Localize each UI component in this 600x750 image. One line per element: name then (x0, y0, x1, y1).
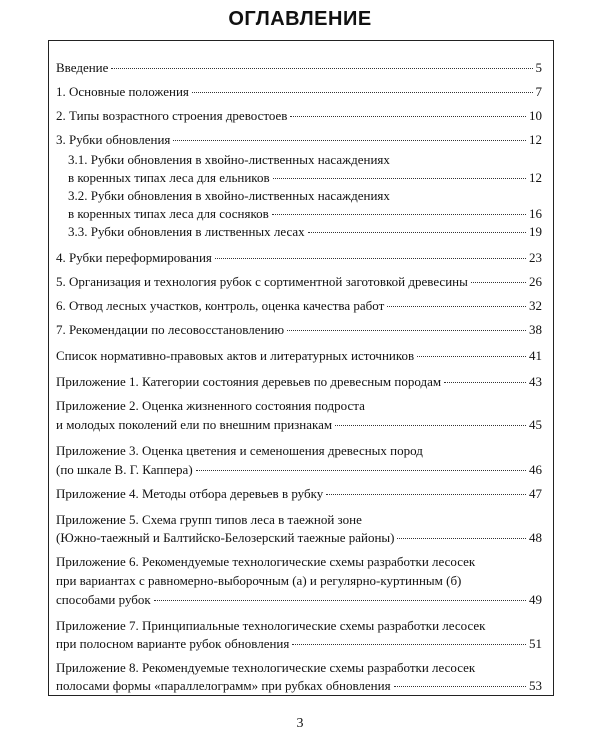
toc-entry-page: 47 (529, 486, 542, 501)
dot-leader (308, 232, 526, 233)
dot-leader (154, 600, 526, 601)
toc-entry-page: 48 (529, 530, 542, 545)
toc-entry (56, 462, 542, 478)
dot-leader (287, 330, 526, 331)
dot-leader (290, 116, 526, 117)
toc-entry (56, 636, 542, 652)
toc-entry-text: Введение (56, 60, 109, 75)
toc-entry (68, 188, 390, 204)
toc-entry-text: в коренных типах леса для ельников (68, 170, 270, 185)
toc-entry (56, 348, 542, 364)
dot-leader (471, 282, 526, 283)
toc-entry (56, 274, 542, 290)
toc-entry-page: 41 (529, 348, 542, 363)
toc-entry-text: 3. Рубки обновления (56, 132, 171, 147)
toc-entry-page: 16 (529, 206, 542, 221)
toc-entry-page: 12 (529, 132, 542, 147)
toc-entry-page: 12 (529, 170, 542, 185)
toc-entry-text: 3.3. Рубки обновления в лиственных лесах (68, 224, 305, 239)
toc-entry-text: 6. Отвод лесных участков, контроль, оценка качества работ (56, 298, 385, 313)
toc-entry (56, 84, 542, 100)
toc-entry-text: 1. Основные положения (56, 84, 189, 99)
toc-entry-text: полосами формы «параллелограмм» при рубках обновления (56, 678, 391, 693)
toc-entry-text: 4. Рубки переформирования (56, 250, 212, 265)
toc-entry-page: 19 (529, 224, 542, 239)
toc-entry (56, 618, 485, 634)
toc-entry-page: 51 (529, 636, 542, 651)
toc-entry (56, 374, 542, 390)
toc-entry (56, 322, 542, 338)
dot-leader (397, 538, 526, 539)
toc-entry-text: Приложение 3. Оценка цветения и семеношения древесных пород (56, 443, 423, 458)
toc-entry (56, 678, 542, 694)
toc-entry-page: 53 (529, 678, 542, 693)
toc-entry-page: 49 (529, 592, 542, 607)
toc-entry (56, 530, 542, 546)
toc-entry-text: способами рубок (56, 592, 151, 607)
toc-entry-text: Приложение 5. Схема групп типов леса в таежной зоне (56, 512, 362, 527)
dot-leader (326, 494, 526, 495)
toc-entry (56, 592, 542, 608)
toc-entry-text: в коренных типах леса для сосняков (68, 206, 269, 221)
toc-entry-text: при вариантах с равномерно-выборочным (а) и регулярно-куртинным (б) (56, 573, 462, 588)
toc-entry-text: Список нормативно-правовых актов и литературных источников (56, 348, 415, 363)
toc-entry-page: 46 (529, 462, 542, 477)
toc-entry-page: 10 (529, 108, 542, 123)
toc-entry-page: 38 (529, 322, 542, 337)
toc-entry (56, 417, 542, 433)
toc-entry (56, 398, 365, 414)
toc-entry (56, 298, 542, 314)
toc-entry (56, 250, 542, 266)
toc-entry (56, 132, 542, 148)
toc-entry-page: 32 (529, 298, 542, 313)
toc-entry-text: и молодых поколений ели по внешним признакам (56, 417, 333, 432)
dot-leader (444, 382, 526, 383)
toc-entry (56, 512, 362, 528)
dot-leader (394, 686, 526, 687)
toc-entry-page: 5 (535, 60, 542, 75)
dot-leader (273, 178, 526, 179)
dot-leader (417, 356, 526, 357)
toc-entry-text: 7. Рекомендации по лесовосстановлению (56, 322, 285, 337)
toc-entry-text: Приложение 7. Принципиальные технологические схемы разработки лесосек (56, 618, 486, 633)
toc-entry-text: (по шкале В. Г. Каппера) (56, 462, 193, 477)
toc-entry-page: 26 (529, 274, 542, 289)
toc-entry (56, 443, 423, 459)
toc-title: ОГЛАВЛЕНИЕ (228, 8, 372, 30)
toc-entry-text: Приложение 8. Рекомендуемые технологические схемы разработки лесосек (56, 660, 476, 675)
toc-entry-page: 45 (529, 417, 542, 432)
toc-entry (56, 660, 475, 676)
dot-leader (272, 214, 526, 215)
dot-leader (192, 92, 533, 93)
toc-entry-page: 43 (529, 374, 542, 389)
page-number: 3 (296, 716, 304, 731)
toc-entry (68, 170, 542, 186)
toc-entry-text: Приложение 2. Оценка жизненного состояния подроста (56, 398, 365, 413)
toc-entry-text: Приложение 1. Категории состояния деревьев по древесным породам (56, 374, 442, 389)
toc-entry-page: 7 (535, 84, 542, 99)
dot-leader (215, 258, 526, 259)
toc-entry-text: Приложение 4. Методы отбора деревьев в рубку (56, 486, 324, 501)
toc-entry (68, 206, 542, 222)
toc-entry-text: (Южно-таежный и Балтийско-Белозерский таежные районы) (56, 530, 395, 545)
dot-leader (173, 140, 526, 141)
toc-entry (56, 486, 542, 502)
toc-entry (56, 554, 475, 570)
toc-entry-text: при полосном варианте рубок обновления (56, 636, 290, 651)
dot-leader (196, 470, 526, 471)
toc-entry (56, 108, 542, 124)
dot-leader (335, 425, 526, 426)
toc-entry (56, 60, 542, 76)
dot-leader (111, 68, 532, 69)
toc-entry-text: 5. Организация и технология рубок с сортиментной заготовкой древесины (56, 274, 468, 289)
toc-entry (68, 224, 542, 240)
toc-entry-text: 3.2. Рубки обновления в хвойно-лиственных насаждениях (68, 188, 390, 203)
toc-entry-text: 3.1. Рубки обновления в хвойно-лиственных насаждениях (68, 152, 390, 167)
toc-entry-text: 2. Типы возрастного строения древостоев (56, 108, 288, 123)
toc-entry-page: 23 (529, 250, 542, 265)
toc-entry (68, 152, 390, 168)
toc-entry (56, 573, 461, 589)
dot-leader (292, 644, 526, 645)
toc-entry-text: Приложение 6. Рекомендуемые технологические схемы разработки лесосек (56, 554, 476, 569)
dot-leader (387, 306, 526, 307)
